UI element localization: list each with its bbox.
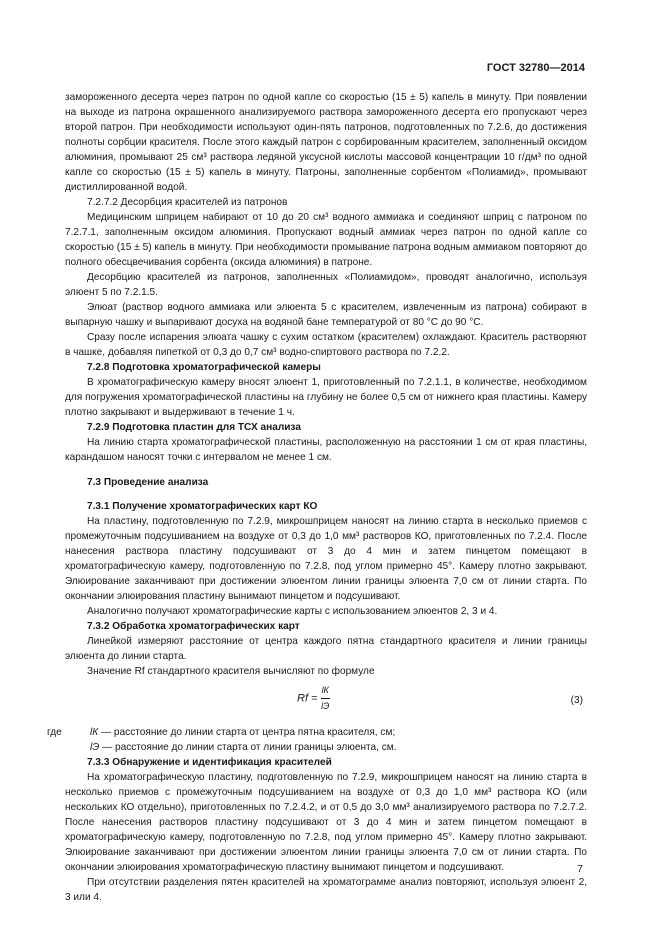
subsection-heading: 7.2.8 Подготовка хроматографической камеры	[87, 362, 321, 373]
formula-legend-item	[47, 725, 587, 740]
paragraph: Сразу после испарения элюата чашку с сухим остатком (красителем) охлаждают. Краситель растворяют в чашке, добавляя пипеткой от 0,3 до 0,7 см³ водно-спиртового раствора по 7.2.2.	[65, 332, 587, 358]
formula-equals: =	[311, 692, 318, 705]
legend-symbol: lК	[90, 727, 99, 738]
subsection-heading: 7.3.1 Получение хроматографических карт КО	[87, 501, 318, 512]
formula-expression	[297, 683, 330, 714]
section-heading: 7.3 Проведение анализа	[87, 477, 209, 488]
subsection-heading: 7.3.3 Обнаружение и идентификация красителей	[87, 757, 332, 768]
paragraph: В хроматографическую камеру вносят элюент 1, приготовленный по 7.2.1.1, в количестве, необходимом для погружения хроматографической пластины на глубину не более 0,5 см от нижнего края пластины. Камеру плотно закрывают и выдерживают в течение 1 ч.	[65, 377, 587, 418]
paragraph: На линию старта хроматографической пластины, расположенную на расстоянии 1 см от края пластины, карандашом наносят точки с интервалом не менее 1 см.	[65, 437, 587, 463]
paragraph: замороженного десерта через патрон по одной капле со скоростью (15 ± 5) капель в минуту. При появлении на выходе из патрона окрашенного анализируемого раствора замороженного десерта его пропускают через второй патрон. При необходимости используют один-пять патронов, подготовленных по 7.2.6, до достижения полноты сорбции красителя. После этого каждый патрон с сорбированным красителем, заполненный оксидом алюминия, промывают 25 см³ раствора ледяной уксусной кислоты массовой концентрации 10 г/дм³ по одной капле со скоростью (15 ± 5) капель в минуту. Патроны, заполненные сорбентом «Полиамид», промывают дистиллированной водой.	[65, 92, 587, 193]
subsection-heading: 7.2.7.2 Десорбция красителей из патронов	[87, 197, 288, 208]
formula-number: (3)	[570, 695, 583, 706]
paragraph: Аналогично получают хроматографические карты с использованием элюентов 2, 3 и 4.	[87, 606, 498, 617]
document-header: ГОСТ 32780—2014	[486, 62, 585, 74]
paragraph: Значение Rf стандартного красителя вычисляют по формуле	[87, 666, 375, 677]
formula-legend-item	[65, 740, 587, 755]
paragraph: На пластину, подготовленную по 7.2.9, микрошприцем наносят на линию старта в несколько приемов с промежуточным подсушиванием на воздухе от 0,3 до 1,0 мм³ растворов КО, приготовленных по 7.2.4. После нанесения раствора пластину подсушивают от 3 до 4 мин и затем пинцетом помещают в хроматографическую камеру, подготовленную по 7.2.8, под углом примерно 45°. Камеру плотно закрывают. Элюирование заканчивают при достижении элюентом линии границы элюента 7,0 см от линии старта. По окончании элюирования пластину вынимают пинцетом и подсушивают.	[65, 516, 587, 602]
paragraph: Десорбцию красителей из патронов, заполненных «Полиамидом», проводят аналогично, используя элюент 5 по 7.2.1.5.	[65, 272, 587, 298]
legend-where: где	[47, 727, 62, 738]
formula-fraction	[321, 683, 330, 714]
paragraph: На хроматографическую пластину, подготовленную по 7.2.9, микрошприцем наносят на линию старта в несколько приемов с промежуточным подсушиванием на воздухе от 0,3 до 1,0 мм³ раствора КО (или нескольких КО отдельно), приготовленных по 7.2.4.2, и от 0,5 до 3,0 мм³ анализируемого раствора по 7.2.7.2. После нанесения растворов пластину подсушивают от 3 до 4 мин и затем пинцетом помещают в хроматографическую камеру, подготовленную по 7.2.8, под углом примерно 45°. Камеру плотно закрывают. Элюирование заканчивают при достижении элюентом линии границы элюента 7,0 см от линии старта. По окончании элюирования хроматографическую пластину вынимают пинцетом и подсушивают.	[65, 772, 587, 873]
body-text	[47, 90, 587, 905]
subsection-heading: 7.2.9 Подготовка пластин для ТСХ анализа	[87, 422, 301, 433]
formula-denominator: lЭ	[321, 701, 330, 711]
paragraph: Линейкой измеряют расстояние от центра каждого пятна стандартного красителя и линии границы элюента до линии старта.	[65, 636, 587, 662]
formula	[65, 679, 587, 725]
formula-lhs: Rf	[297, 692, 308, 705]
paragraph: При отсутствии разделения пятен красителей на хроматограмме анализ повторяют, используя элюент 2, 3 или 4.	[65, 877, 587, 903]
paragraph: Элюат (раствор водного аммиака или элюента 5 с красителем, извлеченным из патрона) собирают в выпарную чашку и выпаривают досуха на водяной бане температурой от 80 °С до 90 °С.	[65, 302, 587, 328]
legend-text: — расстояние до линии старта от центра пятна красителя, см;	[101, 727, 396, 738]
formula-numerator: lК	[321, 683, 330, 699]
page-number: 7	[577, 863, 583, 875]
legend-symbol: lЭ	[90, 742, 100, 753]
legend-text: — расстояние до линии старта от линии границы элюента, см.	[102, 742, 397, 753]
paragraph: Медицинским шприцем набирают от 10 до 20 см³ водного аммиака и соединяют шприц с патроном по 7.2.7.1, заполненным оксидом алюминия. Пропускают водный аммиак через патрон по одной капле со скоростью (15 ± 5) капель в минуту. При необходимости промывание патрона водным аммиаком повторяют до полного обесцвечивания сорбента (оксида алюминия) в патроне.	[65, 212, 587, 268]
subsection-heading: 7.3.2 Обработка хроматографических карт	[87, 621, 300, 632]
